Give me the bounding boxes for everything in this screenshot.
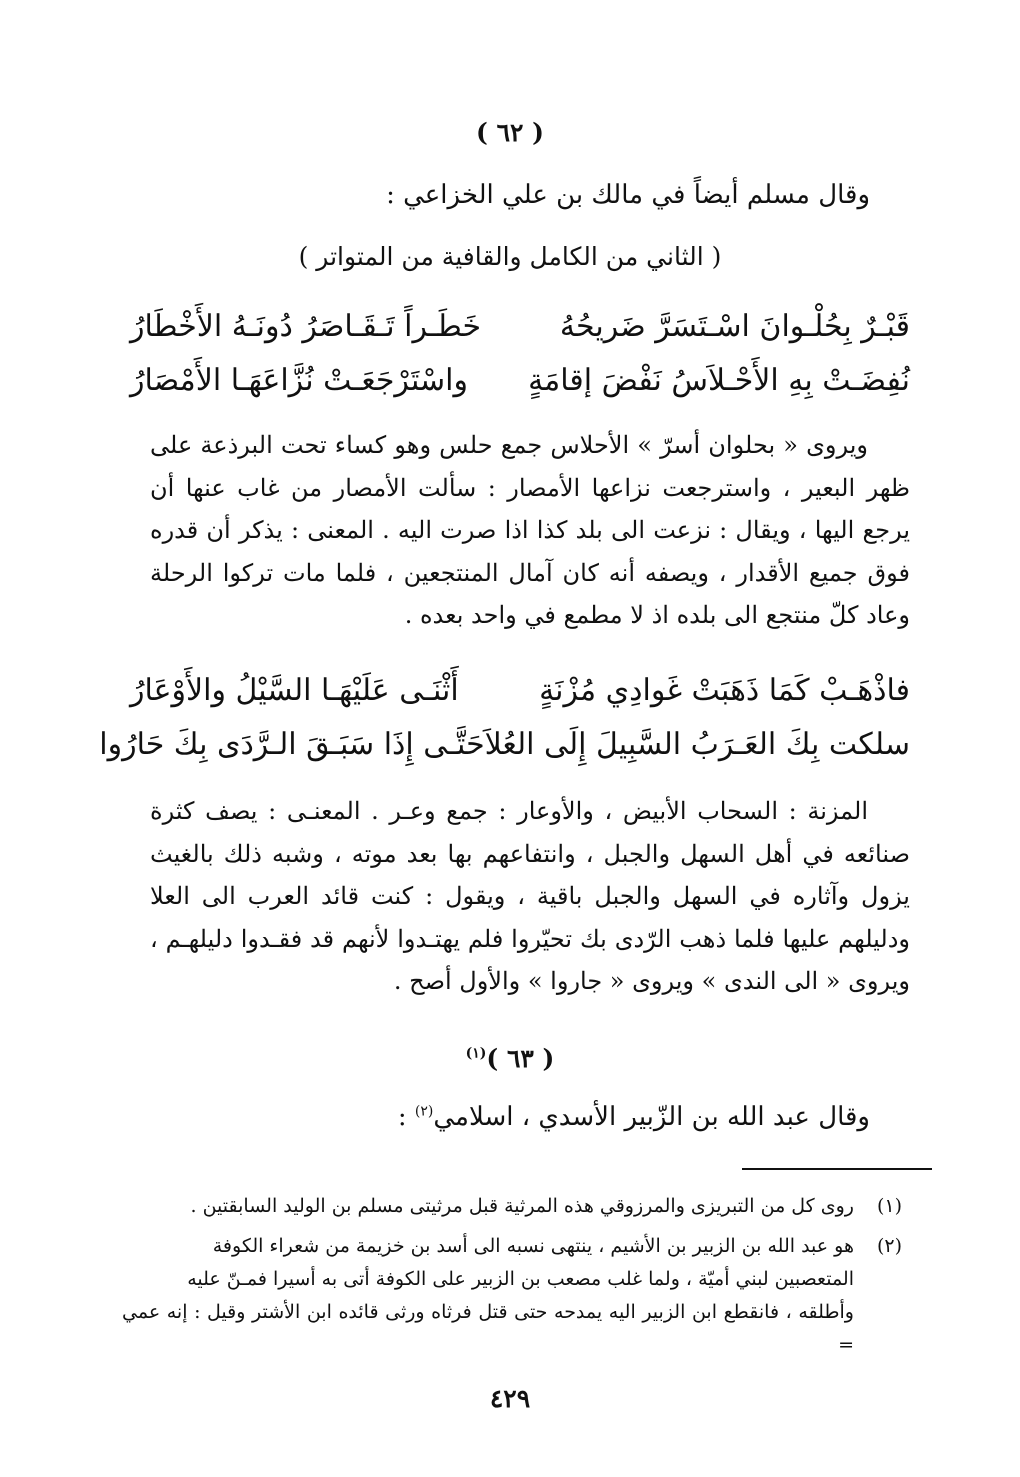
- poem-62-intro: وقال مسلم أيضاً في مالك بن علي الخزاعي :: [386, 180, 870, 210]
- footnote-2: [122, 1230, 902, 1362]
- verse-first-hemistich: نُفِضَـتْ بِهِ الأَحْـلاَسُ نَفْضَ إقامَةٍ: [528, 363, 910, 398]
- footnote-ref-1: (١): [465, 1045, 487, 1062]
- poem-number-63: [0, 1044, 1020, 1073]
- footnote-separator: [742, 1168, 932, 1170]
- verse-line: [130, 354, 910, 408]
- commentary-text: المزنة : السحاب الأبيض ، والأوعار : جمع وعـر . المعنـى : يصف كثرة صنائعه في أهل السهل والجبل ، وانتفاعهم بها بعد موته ، وشبه ذلك بالغيث يزول وآثاره في السهل والجبل باقية ، ويقول : كنت قائد العرب الى العلا ودليلهم عليها فلما ذهب الرّدى بك تحيّروا فلم يهتـدوا لأنهم قد فقـدوا دليلهـم ، ويروى « الى الندى » ويروى « جاروا » والأول أصح .: [150, 797, 910, 995]
- verse-group-2: [99, 664, 910, 772]
- footnote-text: هو عبد الله بن الزبير بن الأشيم ، ينتهى نسبه الى أسد بن خزيمة من شعراء الكوفة: [212, 1235, 854, 1257]
- commentary-text: ويروى « بحلوان أسرّ » الأحلاس جمع حلس وهو كساء تحت البرذعة على ظهر البعير ، واسترجعت نزاعها الأمصار : سألت الأمصار من غاب عنها أن يرجع اليها ، ويقال : نزعت الى بلد كذا اذا صرت اليه . المعنى : يذكر أن قدره فوق جميع الأقدار ، ويصفه أنه كان آمال المنتجعين ، فلما مات تركوا الرحلة وعاد كلّ منتجع الى بلده اذ لا مطمع في واحد بعده .: [150, 431, 910, 629]
- footnote-line: [122, 1230, 902, 1263]
- verse-first-hemistich: سلكت بِكَ العَـرَبُ السَّبِيلَ إِلَى العُلاَ: [484, 727, 910, 762]
- poem-63-intro: [150, 1102, 870, 1132]
- poem-63-number: ( ٦٣ ): [486, 1044, 555, 1073]
- footnote-line: وأطلقه ، فانقطع ابن الزبير اليه يمدحه حتى قتل فرثاه ورثى قائده ابن الأشتر وقيل : إنه عمي =: [122, 1301, 854, 1356]
- verse-line: [130, 300, 910, 354]
- verse-group-1: [130, 300, 910, 408]
- commentary-paragraph-1: [150, 424, 910, 637]
- verse-line: [99, 718, 910, 772]
- poem-number-62: ( ٦٢ ): [476, 118, 544, 147]
- verse-second-hemistich: أَثْنَـى عَلَيْهَـا السَّيْلُ والأَوْعَارُ: [130, 673, 459, 708]
- footnote-line: المتعصبين لبني أميّة ، ولما غلب مصعب بن الزبير على الكوفة أتى به أسيرا فمـنّ عليه: [187, 1268, 854, 1290]
- verse-second-hemistich: حَتَّـى إِذَا سَبَـقَ الـرَّدَى بِكَ حَارُوا: [99, 727, 485, 762]
- verse-line: [130, 664, 910, 718]
- verse-second-hemistich: خَطَـراً تَـقَـاصَرُ دُونَـهُ الأَخْطَارُ: [130, 309, 482, 344]
- verse-first-hemistich: فاذْهَـبْ كَمَا ذَهَبَتْ غَوادِي مُزْنَةٍ: [539, 673, 910, 708]
- footnote-number: (١): [876, 1195, 902, 1217]
- verse-first-hemistich: قَبْـرٌ بِحُلْـوانَ اسْـتَسَرَّ ضَريحُهُ: [559, 309, 910, 344]
- poem-63-intro-colon: :: [397, 1102, 415, 1132]
- footnote-ref-2: (٢): [414, 1103, 434, 1120]
- footnote-1: [122, 1190, 902, 1223]
- poem-63-intro-text: وقال عبد الله بن الزّبير الأسدي ، اسلامي: [433, 1102, 870, 1132]
- poem-62-meter: ( الثاني من الكامل والقافية من المتواتر ): [298, 242, 722, 271]
- page-number: ٤٢٩: [489, 1384, 531, 1413]
- footnote-number: (٢): [876, 1235, 902, 1257]
- commentary-paragraph-2: [150, 790, 910, 1003]
- verse-second-hemistich: واسْتَرْجَعَـتْ نُزَّاعَهَـا الأَمْصَارُ: [130, 363, 468, 398]
- footnote-text: روى كل من التبريزى والمرزوقي هذه المرثية قبل مرثيتى مسلم بن الوليد السابقتين .: [190, 1195, 854, 1217]
